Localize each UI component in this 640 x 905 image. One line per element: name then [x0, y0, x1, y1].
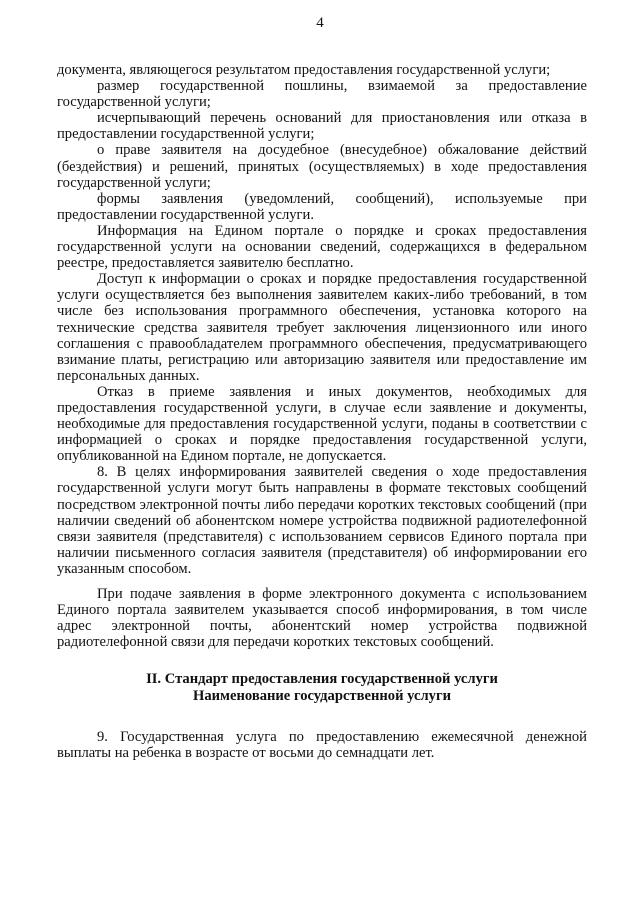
- paragraph-notification-method: При подаче заявления в форме электронного документа с использованием Единого портала заявителем указывается способ информирования, в том числе адрес электронной почты, абонентский номер устройства подвижной радиотелефонной связи для передачи коротких текстовых сообщений.: [57, 586, 587, 651]
- page-number: 4: [316, 15, 324, 31]
- section-title: II. Стандарт предоставления государственной услуги: [146, 671, 498, 688]
- paragraph-info-access: Доступ к информации о сроках и порядке предоставления государственной услуги осуществляется без выполнения заявителем каких-либо требований, в том числе без использования программного обеспечения, установка которого на технические средства заявителя требует заключения лицензионного или иного соглашения с правообладателем программного обеспечения, предусматривающего взимание платы, регистрацию или авторизацию заявителя или предоставление им персональных данных.: [57, 271, 587, 384]
- paragraph-clause-9: 9. Государственная услуга по предоставлению ежемесячной денежной выплаты на ребенка в возрасте от восьми до семнадцати лет.: [57, 729, 587, 762]
- paragraph-clause-8: 8. В целях информирования заявителей сведения о ходе предоставления государственной услуги могут быть направлены в формате текстовых сообщений посредством электронной почты либо передачи коротких текстовых сообщений (при наличии сведений об абонентском номере устройства подвижной радиотелефонной связи заявителя (представителя) с использованием сервисов Единого портала при наличии письменного согласия заявителя (представителя) об информировании его указанным способом.: [57, 464, 587, 577]
- paragraph-portal-info-free: Информация на Едином портале о порядке и сроках предоставления государственной услуги на основании сведений, содержащихся в федеральном реестре, предоставляется заявителю бесплатно.: [57, 222, 587, 272]
- document-body: [57, 62, 587, 762]
- paragraph-application-forms: формы заявления (уведомлений, сообщений), используемые при предоставлении государственной услуги.: [57, 190, 587, 223]
- paragraph-result-document: документа, являющегося результатом предоставления государственной услуги;: [57, 62, 551, 78]
- paragraph-refusal-prohibited: Отказ в приеме заявления и иных документов, необходимых для предоставления государственной услуги, в случае если заявление и документы, необходимые для предоставления государственной услуги, поданы в соответствии с информацией о сроках и порядке предоставления государственной услуги, опубликованной на Едином портале, не допускается.: [57, 383, 587, 465]
- paragraph-refusal-grounds: исчерпывающий перечень оснований для приостановления или отказа в предоставлении государственной услуги;: [57, 110, 587, 143]
- section-subtitle: Наименование государственной услуги: [193, 688, 451, 705]
- paragraph-state-duty: размер государственной пошлины, взимаемой за предоставление государственной услуги;: [57, 78, 587, 111]
- section-heading: [57, 671, 587, 705]
- paragraph-appeal-right: о праве заявителя на досудебное (внесудебное) обжалование действий (бездействия) и решений, принятых (осуществляемых) в ходе предоставления государственной услуги;: [57, 142, 587, 191]
